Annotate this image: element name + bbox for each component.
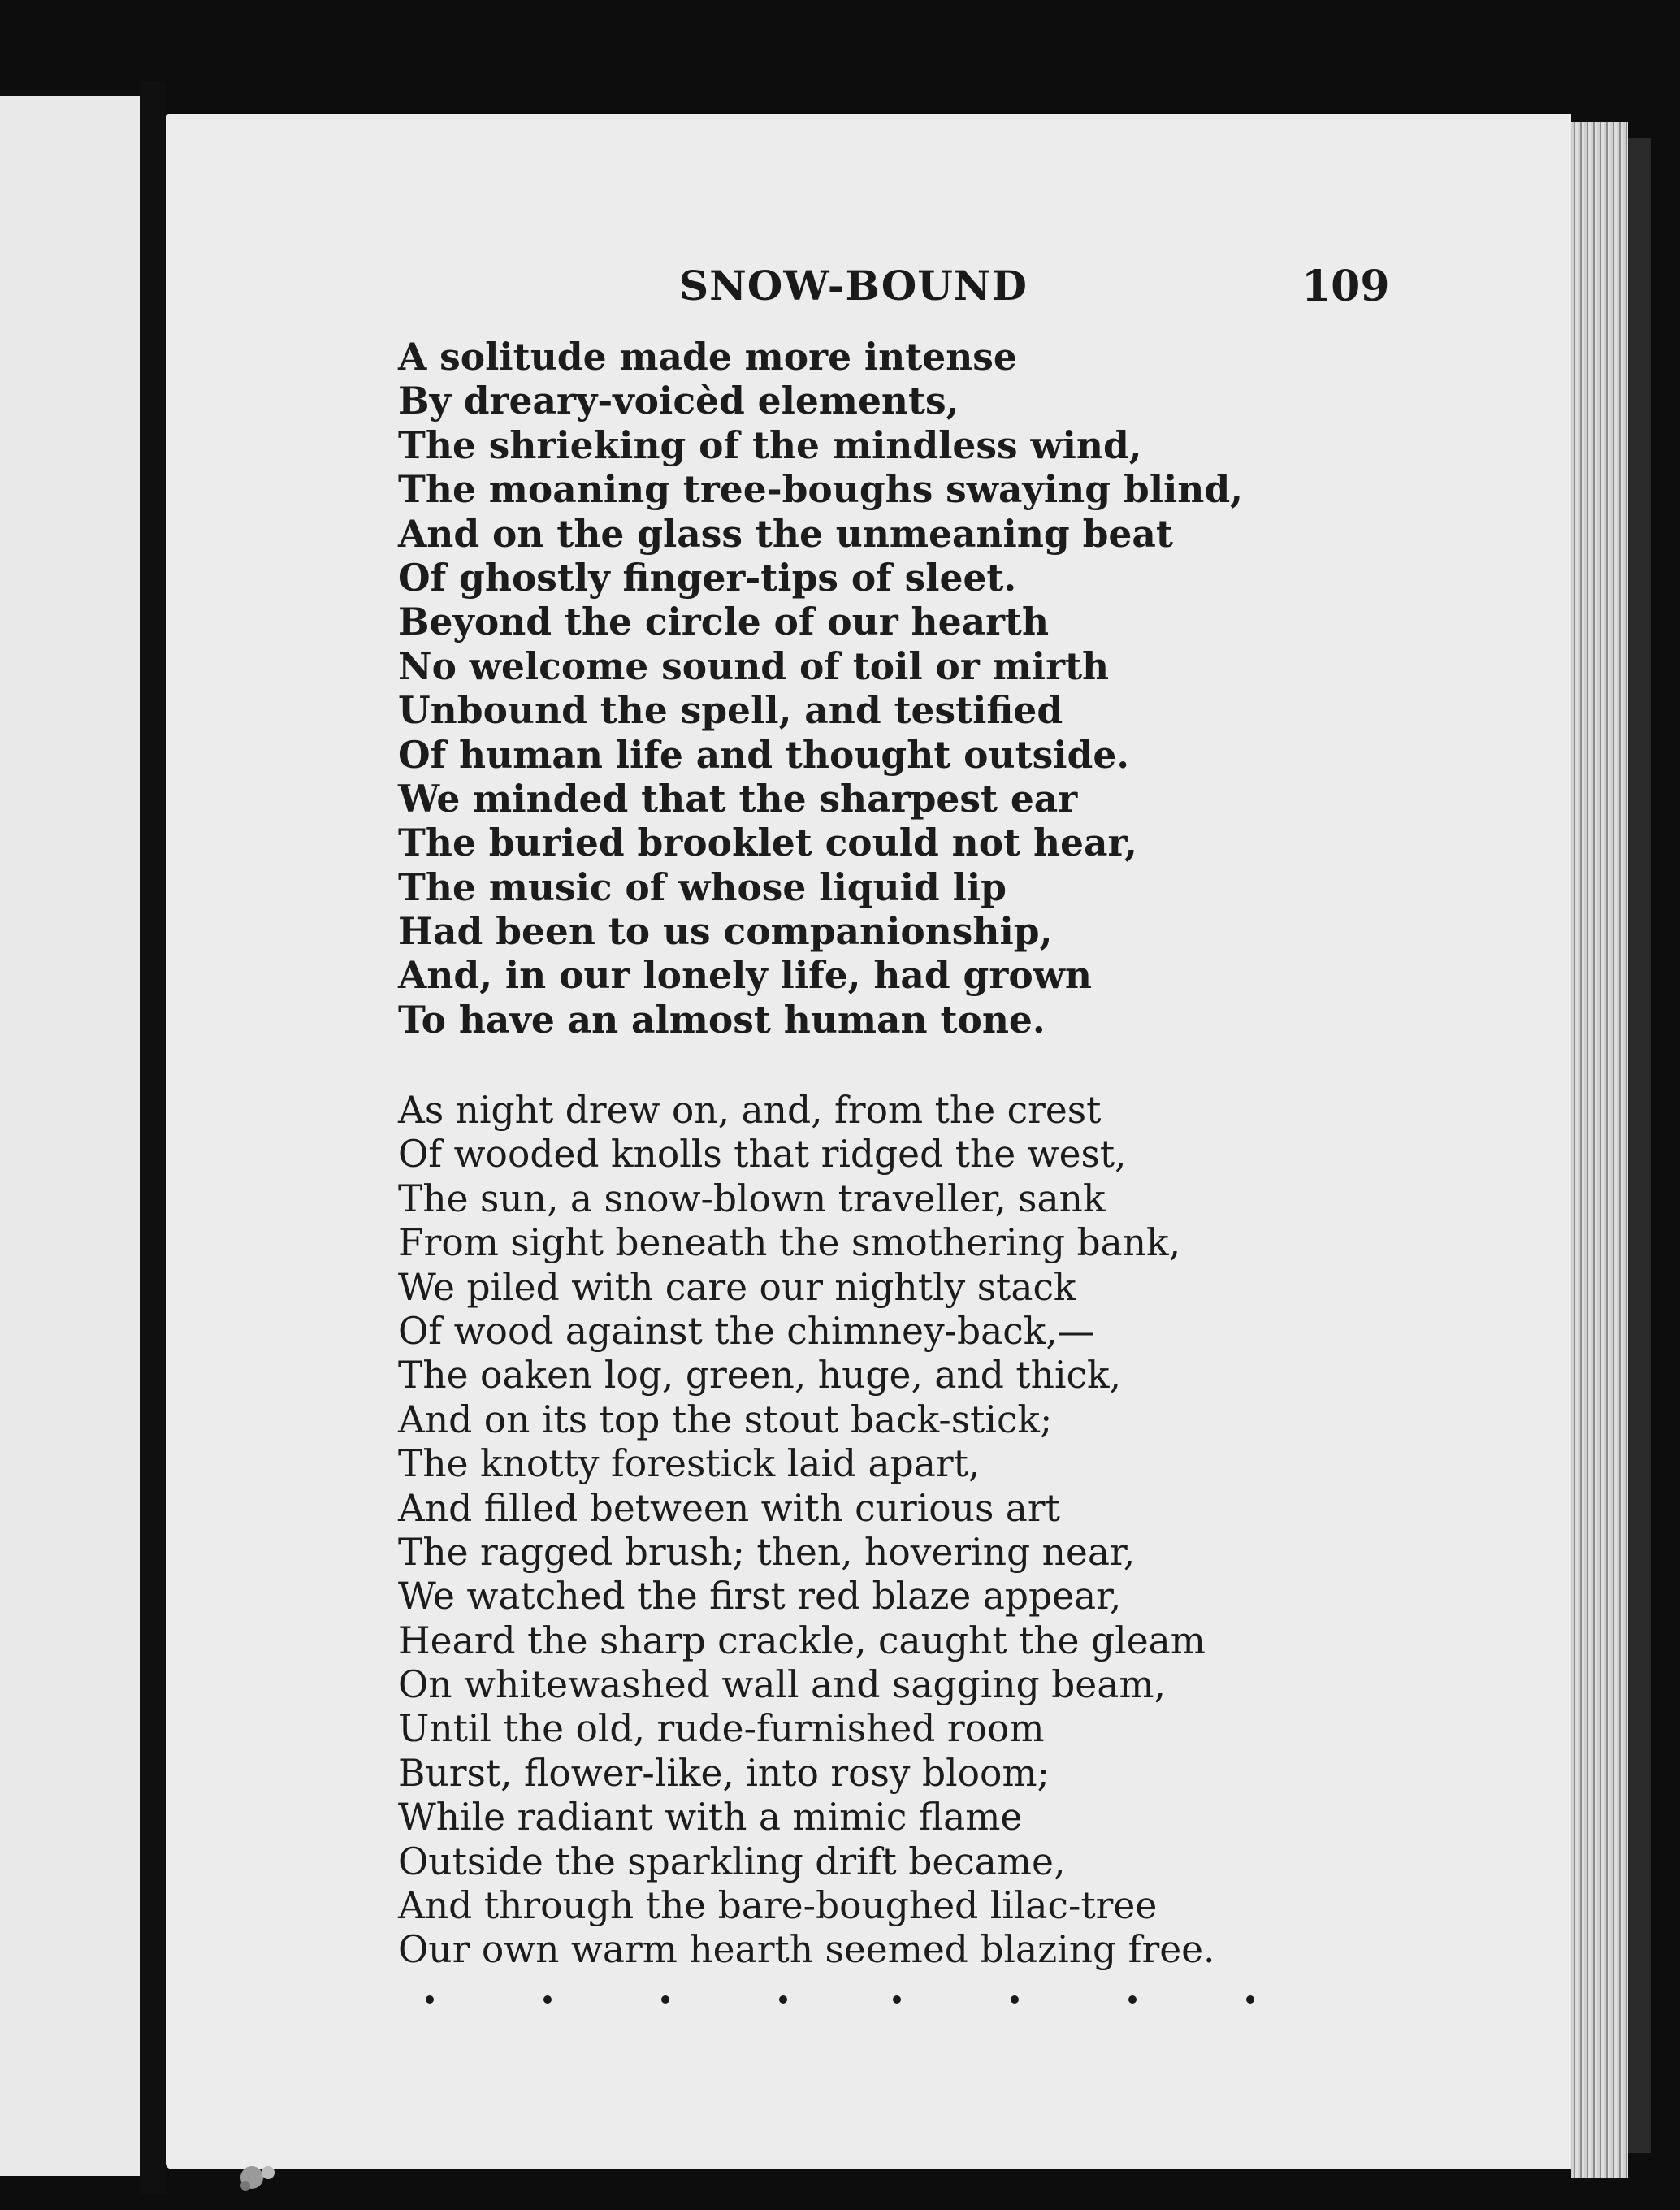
verse-line: To have an almost human tone. [398,997,1046,1042]
section-break-ornament [426,1982,1271,2015]
verse-line: As night drew on, and, from the crest [398,1089,1102,1132]
ornament-dot [661,1996,669,2004]
ornament-dot [1128,1996,1137,2004]
verse-line: No welcome sound of toil or mirth [398,644,1110,688]
verse-line: And on the glass the unmeaning beat [398,511,1173,556]
verse-line: We piled with care our nightly stack [398,1265,1076,1309]
verse-line: From sight beneath the smothering bank, [398,1221,1181,1265]
verse-line: And filled between with curious art [398,1486,1060,1530]
verse-line: And through the bare-boughed lilac-tree [398,1884,1158,1928]
verse-line: The ragged brush; then, hovering near, [398,1530,1136,1574]
verse-line: The music of whose liquid lip [398,864,1007,909]
ornament-dot [1246,1996,1254,2004]
verse-line: The oaken log, green, huge, and thick, [398,1354,1122,1398]
running-title: SNOW-BOUND [679,262,1028,310]
verse-line: Of ghostly finger-tips of sleet. [398,555,1017,600]
stanza-2 [398,1089,1215,1973]
verse-line: While radiant with a mimic flame [398,1796,1023,1840]
verse-line: And on its top the stout back-stick; [398,1398,1053,1441]
verse-line: The buried brooklet could not hear, [398,821,1137,865]
book-gutter [140,81,166,2194]
verse-line: Unbound the spell, and testified [398,688,1063,733]
page-number: 109 [1301,262,1390,311]
scan-debris [227,2153,309,2202]
facing-page-edge [0,96,140,2176]
verse-line: We minded that the sharpest ear [398,776,1078,821]
ornament-dot [779,1996,787,2004]
verse-line: Of human life and thought outside. [398,732,1130,777]
ornament-dot [1011,1996,1019,2004]
verse-line: Beyond the circle of our hearth [398,600,1050,644]
verse-line: The moaning tree-boughs swaying blind, [398,467,1244,512]
verse-line: By dreary-voicèd elements, [398,379,959,423]
book-cover-edge [1628,138,1651,2153]
verse-line: We watched the first red blaze appear, [398,1575,1122,1618]
verse-line: Outside the sparkling drift became, [398,1840,1066,1883]
ornament-dot [426,1996,434,2004]
verse-line: Of wooded knolls that ridged the west, [398,1133,1127,1176]
verse-line: Until the old, rude-furnished room [398,1707,1045,1751]
verse-line: The sun, a snow-blown traveller, sank [398,1176,1106,1220]
verse-line: Heard the sharp crackle, caught the gleam [398,1618,1206,1662]
verse-line: Our own warm hearth seemed blazing free. [398,1928,1215,1972]
ornament-dot [543,1996,552,2004]
stanza-1 [398,335,1243,1042]
verse-line: A solitude made more intense [398,335,1017,379]
verse-line: On whitewashed wall and sagging beam, [398,1663,1166,1707]
verse-line: Burst, flower-like, into rosy bloom; [398,1751,1050,1795]
verse-line: The shrieking of the mindless wind, [398,422,1142,467]
ornament-dot [893,1996,901,2004]
verse-line: And, in our lonely life, had grown [398,953,1092,998]
page-edges [1571,122,1628,2178]
verse-line: Had been to us companionship, [398,909,1053,954]
verse-line: The knotty forestick laid apart, [398,1442,981,1486]
verse-line: Of wood against the chimney-back,— [398,1309,1095,1353]
